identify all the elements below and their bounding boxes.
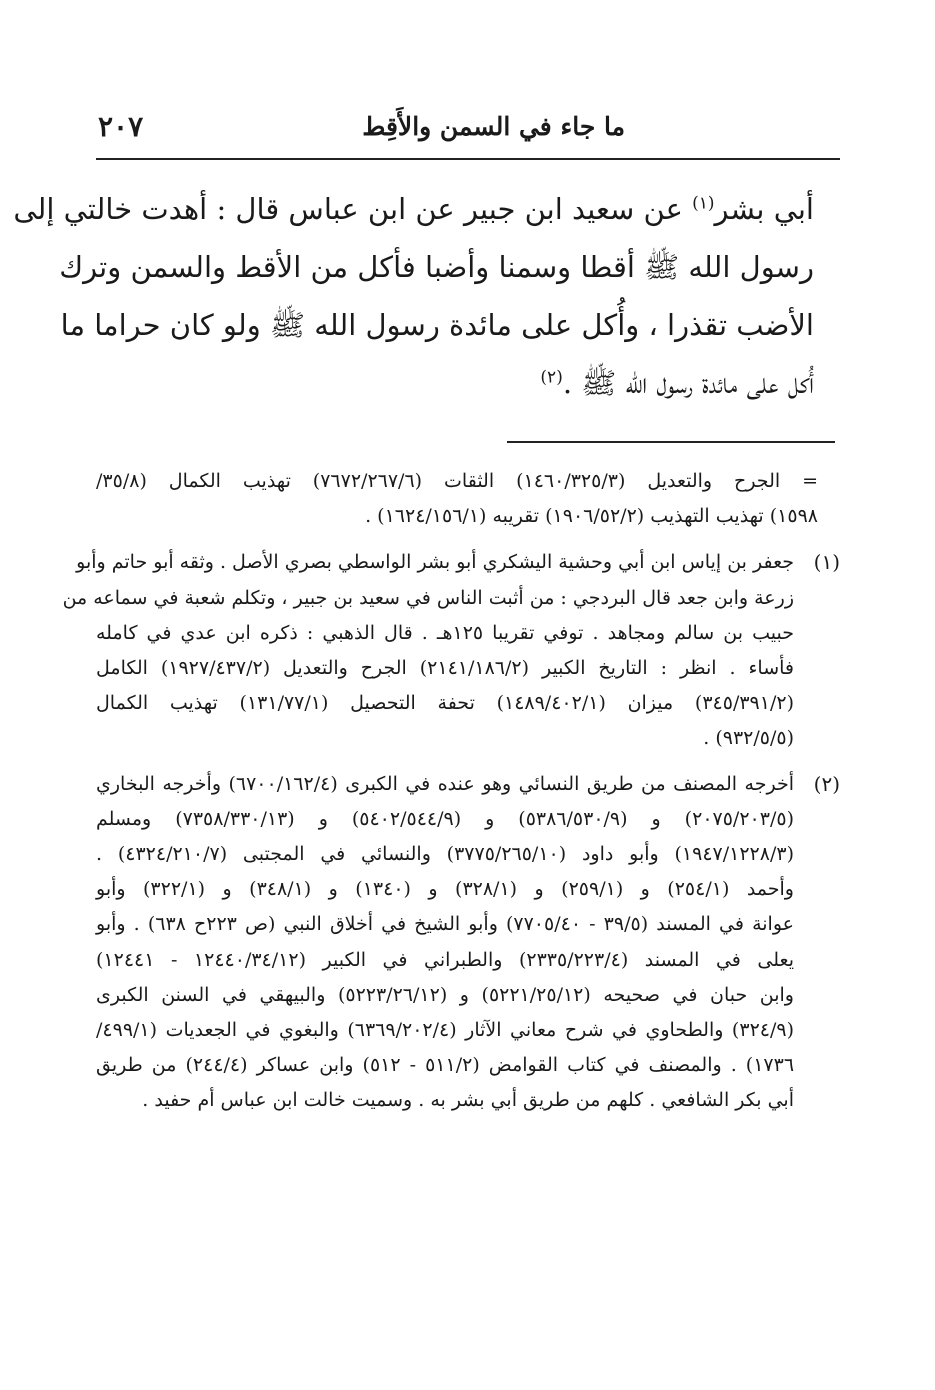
- footnote-line: ١٥٩٨) تهذيب التهذيب (١٩٠٦/٥٢/٢) تقريبه (١٦٢٤/١٥٦/١) .: [365, 505, 818, 528]
- main-text: [13, 180, 814, 412]
- footnote-line: عوانة في المسند (٣٩/٥ - ٧٧٠٥/٤٠) وأبو الشيخ في أخلاق النبي (ص ٢٢٣ح ٦٣٨) . وأبو: [96, 913, 794, 936]
- main-line: [13, 180, 814, 238]
- footnote-line: وابن حبان في صحيحه (٥٢٢١/٢٥/١٢) و (٥٢٢٣/٢٦/١٢) والبيهقي في السنن الكبرى: [96, 983, 794, 1006]
- main-line-text: عن سعيد ابن جبير عن ابن عباس قال : أهدت خالتي إلى: [13, 192, 683, 226]
- footnote-line: (٩٣٢/٥/٥) .: [703, 727, 794, 750]
- page-header: [96, 108, 840, 160]
- main-line: الأضب تقذرا ، وأُكل على مائدة رسول الله ﷺ ولو كان حراما ما: [60, 308, 814, 342]
- footnote-line: أخرجه المصنف من طريق النسائي وهو عنده في الكبرى (٦٧٠٠/١٦٢/٤) وأخرجه البخاري: [96, 772, 794, 795]
- footnote-separator: [507, 441, 835, 443]
- main-line: رسول الله ﷺ أقطا وسمنا وأضبا فأكل من الأقط والسمن وترك: [59, 250, 814, 284]
- footnote-line: وأحمد (٢٥٤/١) و (٢٥٩/١) و (٣٢٨/١) و (١٣٤٠) و (٣٤٨/١) و (٣٢٢/١) وأبو: [96, 878, 794, 901]
- footnote-line: ١٧٣٦) . والمصنف في كتاب القوامض (٥١١/٢ - ٥١٢) وابن عساكر (٢٤٤/٤) من طريق: [96, 1054, 795, 1077]
- footnote-line: (٢٠٧٥/٢٠٣/٥) و (٥٣٨٦/٥٣٠/٩) و (٥٤٠٢/٥٤٤/٩) و (٧٣٥٨/٣٣٠/١٣) ومسلم: [96, 807, 794, 830]
- page-number: ٢٠٧: [98, 110, 144, 143]
- footnote-line: (١٩٤٧/١٢٢٨/٣) وأبو داود (٣٧٧٥/٢٦٥/١٠) والنسائي في المجتبى (٤٣٢٤/٢١٠/٧) .: [96, 843, 794, 866]
- running-title: ما جاء في السمن والأَقِط: [362, 112, 625, 141]
- footnote-line: جعفر بن إياس ابن أبي وحشية اليشكري أبو بشر الواسطي بصري الأصل . وثقه أبو حاتم وأبو: [76, 551, 794, 574]
- footnote-continuation: [96, 464, 840, 534]
- footnote-line: حبيب بن سالم ومجاهد . توفي تقريبا ١٢٥هـ . قال الذهبي : ذكره ابن عدي في كامله: [96, 621, 794, 644]
- footnote-line: (٣٢٤/٩) والطحاوي في شرح معاني الآثار (٦٣٦٩/٢٠٢/٤) والبغوي في الجعديات (٤٩٩/١/: [96, 1019, 795, 1042]
- main-line-text: أُكل على مائدة رسول الله ﷺ .: [562, 366, 814, 400]
- footnote-line: = الجرح والتعديل (١٤٦٠/٣٢٥/٣) الثقات (٧٦٧٢/٢٦٧/٦) تهذيب الكمال (٣٥/٨/: [96, 470, 819, 492]
- footnotes: [62, 464, 840, 1119]
- main-line-text: أبي بشر: [714, 192, 814, 226]
- footnote-2: [96, 767, 840, 1119]
- footnote-line: فأساء . انظر : التاريخ الكبير (٢١٤١/١٨٦/٢) الجرح والتعديل (١٩٢٧/٤٣٧/٢) الكامل: [96, 657, 794, 680]
- footnote-line: يعلى في المسند (٢٣٣٥/٢٢٣/٤) والطبراني في الكبير (١٢٤٤٠/٣٤/١٢ - ١٢٤٤١): [96, 948, 794, 971]
- footnote-number: (١): [813, 550, 840, 575]
- footnote-ref-2: (٢): [540, 367, 563, 388]
- footnote-line: (٣٤٥/٣٩١/٢) ميزان (١٤٨٩/٤٠٢/١) تحفة التحصيل (١٣١/٧٧/١) تهذيب الكمال: [96, 692, 794, 715]
- footnote-number: (٢): [813, 771, 840, 796]
- footnote-line: أبي بكر الشافعي . كلهم من طريق أبي بشر به . وسميت خالت ابن عباس أم حفيد .: [142, 1089, 794, 1112]
- footnote-1: [62, 545, 840, 756]
- main-line: [96, 354, 814, 412]
- footnote-line: زرعة وابن جعد قال البردجي : من أثبت الناس في سعيد بن جبير ، وتكلم شعبة في سماعه من: [62, 586, 794, 609]
- footnote-ref-1: (١): [692, 193, 715, 214]
